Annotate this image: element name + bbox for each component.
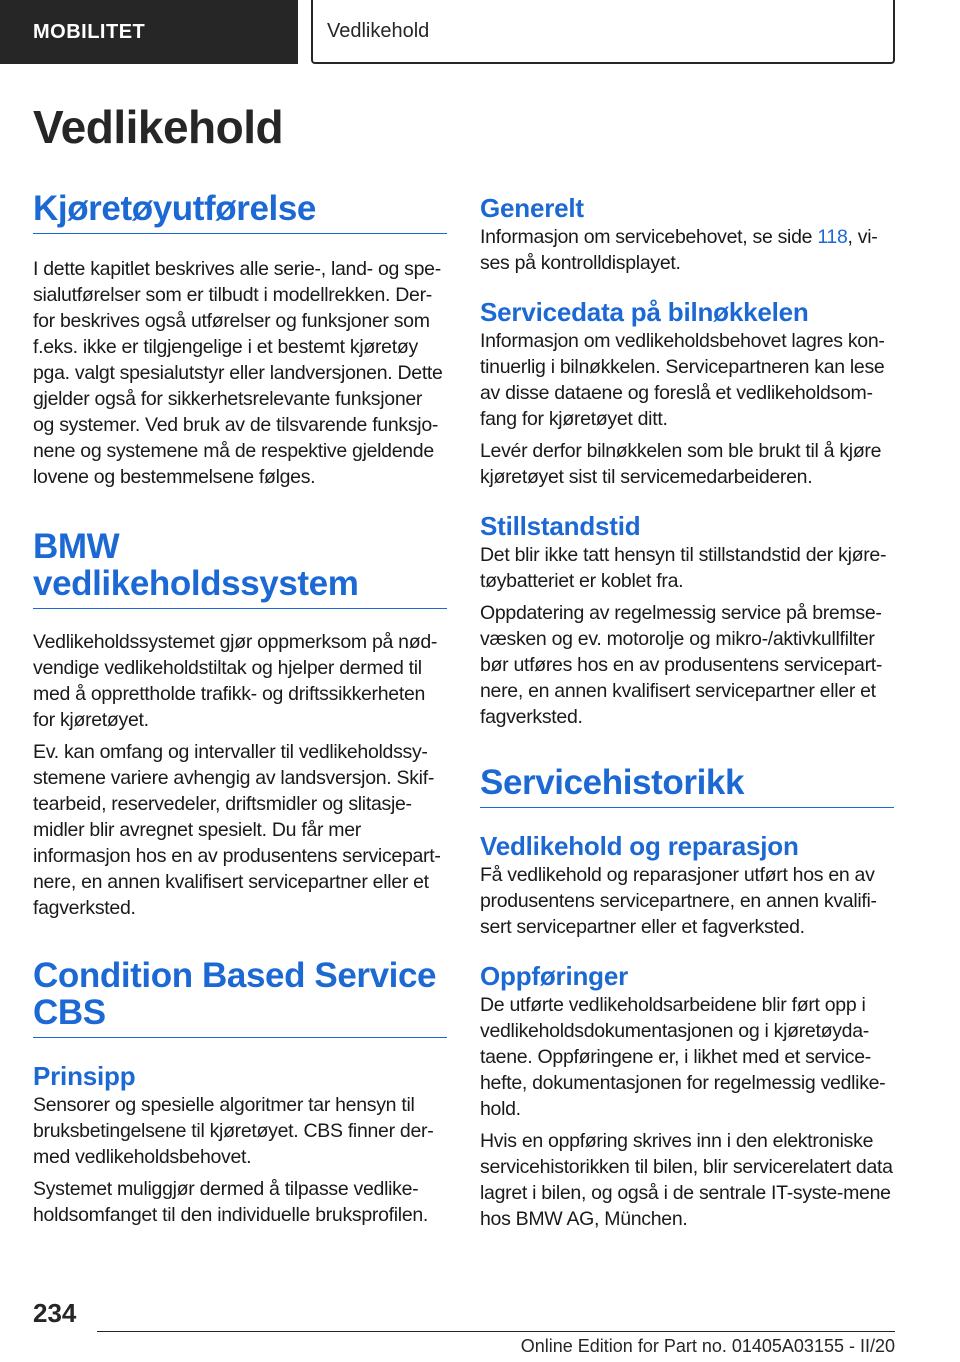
subheading-maintenance-repair: Vedlikehold og reparasjon [480, 831, 799, 861]
subheading-principle: Prinsipp [33, 1061, 136, 1091]
subheading-entries: Oppføringer [480, 961, 629, 991]
paragraph-maintenance-repair: Få vedlikehold og reparasjoner utført hos en av produsentens servicepartnere, en annen kvalifi-sert servicepartner eller et fagverksted. [480, 864, 877, 938]
paragraph-maintenance-system-1: Vedlikeholdssystemet gjør oppmerksom på nød-vendige vedlikeholdstiltak og hjelper dermed til med å opprettholde trafikk- og driftssikkerheten for kjøretøyet. [33, 631, 438, 731]
page-header [0, 0, 960, 66]
subheading-standstill: Stillstandstid [480, 511, 641, 541]
paragraph-maintenance-system-2: Ev. kan omfang og intervaller til vedlikeholdssy-stemene variere avhengig av landsversjon. Skif-tearbeid, reservedeler, driftsmidler og slitasje-midler blir avregnet spesielt. Du får mer informasjon hos en av produsentens servicepart-nere, en annen kvalifisert servicepartner eller et fagverksted. [33, 741, 441, 919]
paragraph-general [480, 224, 894, 276]
subheading-general: Generelt [480, 193, 584, 223]
heading-vehicle-version: Kjøretøyutførelse [33, 190, 447, 234]
chapter-tab[interactable]: Vedlikehold [311, 0, 895, 64]
paragraph-service-data-2: Levér derfor bilnøkkelen som ble brukt til å kjøre kjøretøyet sist til servicemedarbeideren. [480, 440, 882, 488]
paragraph-standstill-1: Det blir ikke tatt hensyn til stillstandstid der kjøre-tøybatteriet er koblet fra. [480, 544, 887, 592]
edition-note: Online Edition for Part no. 01405A03155 - II/20 [520, 1336, 895, 1356]
heading-maintenance-system: BMW vedlikeholdssystem [33, 528, 447, 609]
paragraph-entries-1: De utførte vedlikeholdsarbeidene blir ført opp i vedlikeholdsdokumentasjonen og i kjøretøyda-taene. Oppføringene er, i likhet med et service-hefte, dokumentasjonen for regelmessig vedlike-hold. [480, 994, 886, 1120]
paragraph-entries-2: Hvis en oppføring skrives inn i den elektroniske servicehistorikken til bilen, blir servicerelatert data lagret i bilen, og også i de sentrale IT-syste-mene hos BMW AG, München. [480, 1130, 893, 1230]
right-column [480, 192, 894, 1232]
page-number: 234 [33, 1298, 77, 1328]
heading-cbs: Condition Based Service CBS [33, 957, 447, 1038]
page-title: Vedlikehold [33, 101, 284, 153]
subheading-service-data-key: Servicedata på bilnøkkelen [480, 297, 809, 327]
paragraph-principle-2: Systemet muliggjør dermed å tilpasse vedlike-holdsomfanget til den individuelle bruksprofilen. [33, 1178, 429, 1226]
section-tab[interactable]: MOBILITET [0, 0, 298, 64]
paragraph-standstill-2: Oppdatering av regelmessig service på bremse-væsken og ev. motorolje og mikro-/aktivkullfilter bør utføres hos en av produsentens servicepart-nere, en annen kvalifisert servicepartner eller et fagverksted. [480, 602, 883, 728]
page-reference-link[interactable]: 118 [817, 226, 848, 248]
left-column [33, 190, 447, 1228]
general-text-pre: Informasjon om servicebehovet, se side [480, 226, 818, 248]
paragraph-principle-1: Sensorer og spesielle algoritmer tar hensyn til bruksbetingelsene til kjøretøyet. CBS finner der-med vedlikeholdsbehovet. [33, 1094, 434, 1168]
general-text-post: , vi-ses på kontrolldisplayet. [480, 226, 878, 274]
paragraph-service-data-1: Informasjon om vedlikeholdsbehovet lagres kon-tinuerlig i bilnøkkelen. Servicepartneren kan lese av disse dataene og foreslå et vedlikeholdsom-fang for kjøretøyet ditt. [480, 330, 885, 430]
paragraph-vehicle-version: I dette kapitlet beskrives alle serie-, land- og spe-sialutførelser som er tilbudt i modellrekken. Der-for beskrives også utførelser og funksjoner som f.eks. ikke er tilgjengelige i et bestemt kjøretøy pga. valgt spesialutstyr eller landversjonen. Dette gjelder også for sikkerhetsrelevante funksjoner og systemer. Ved bruk av de tilsvarende funksjo-nene og systemene må de respektive gjeldende lovene og bestemmelsene følges. [33, 258, 443, 488]
footer-divider [97, 1331, 895, 1332]
heading-service-history: Servicehistorikk [480, 764, 894, 808]
